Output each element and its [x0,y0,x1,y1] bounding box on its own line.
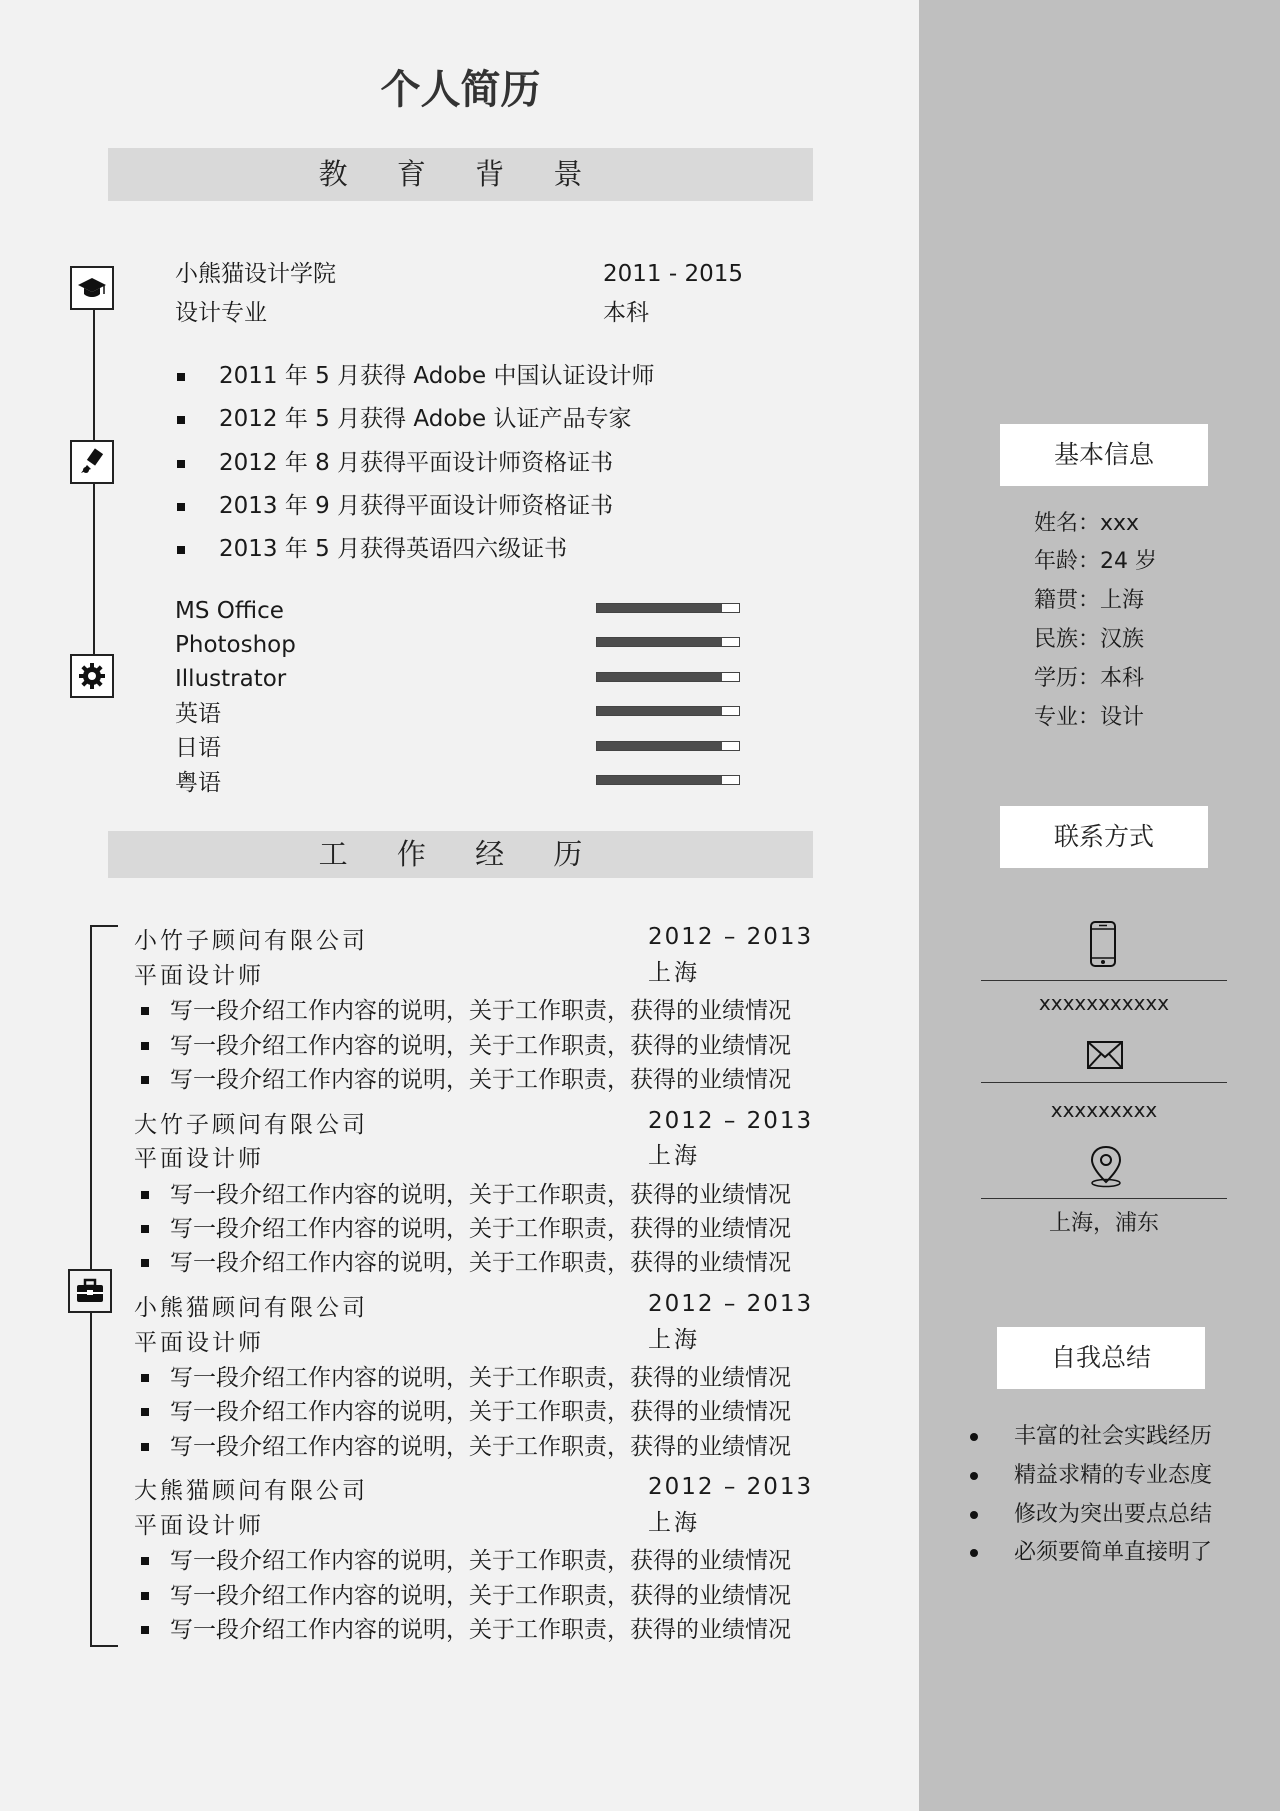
duty-item: 写一段介绍工作内容的说明，关于工作职责，获得的业绩情况 [170,998,791,1024]
summary-item: 丰富的社会实践经历 [1014,1424,1213,1449]
summary-bullet [970,1549,978,1557]
award-item: 2012 年 5 月获得 Adobe 认证产品专家 [219,406,632,432]
gear-icon [70,654,114,698]
duty-bullet [141,1007,149,1015]
skill-bar [596,775,740,785]
skill-bar-fill [597,776,722,784]
briefcase-icon [68,1269,112,1313]
phone-value: xxxxxxxxxxx [1038,991,1170,1015]
job-title: 平面设计师 [134,1513,264,1539]
skill-bar [596,637,740,647]
duty-bullet [141,1408,149,1416]
job-title: 平面设计师 [134,1330,264,1356]
duty-bullet [141,1225,149,1233]
duty-bullet [141,1592,149,1600]
certificate-icon [70,440,114,484]
school-name: 小熊猫设计学院 [175,261,336,287]
duty-bullet [141,1259,149,1267]
award-bullet [177,546,185,554]
summary-bullet [970,1511,978,1519]
location-pin-icon [1088,1144,1124,1192]
skill-bar [596,603,740,613]
duty-item: 写一段介绍工作内容的说明，关于工作职责，获得的业绩情况 [170,1548,791,1574]
award-bullet [177,416,185,424]
phone-icon [1088,920,1118,972]
skill-name: MS Office [175,598,284,624]
duty-item: 写一段介绍工作内容的说明，关于工作职责，获得的业绩情况 [170,1365,791,1391]
address-value: 上海，浦东 [1048,1211,1159,1236]
basic-info-item: 学历：本科 [1034,666,1145,691]
skill-bar [596,706,740,716]
summary-item: 精益求精的专业态度 [1014,1463,1213,1488]
work-heading: 工 作 经 历 [108,831,813,878]
summary-item: 修改为突出要点总结 [1014,1502,1213,1527]
email-icon [1086,1040,1124,1074]
job-years: 2012 – 2013 [648,1291,814,1317]
duty-item: 写一段介绍工作内容的说明，关于工作职责，获得的业绩情况 [170,1434,791,1460]
school-years: 2011 - 2015 [603,261,743,287]
duty-bullet [141,1076,149,1084]
duty-bullet [141,1042,149,1050]
job-years: 2012 – 2013 [648,924,814,950]
award-item: 2011 年 5 月获得 Adobe 中国认证设计师 [219,363,655,389]
basic-info-heading: 基本信息 [1000,424,1208,486]
duty-item: 写一段介绍工作内容的说明，关于工作职责，获得的业绩情况 [170,1617,791,1643]
award-item: 2013 年 9 月获得平面设计师资格证书 [219,493,614,519]
skill-name: Photoshop [175,632,296,658]
basic-info-item: 年龄：24 岁 [1034,549,1157,574]
degree: 本科 [603,300,649,326]
skill-bar-fill [597,604,722,612]
award-item: 2013 年 5 月获得英语四六级证书 [219,536,568,562]
basic-info-item: 民族：汉族 [1034,627,1145,652]
job-company: 大竹子顾问有限公司 [134,1112,368,1138]
job-company: 大熊猫顾问有限公司 [134,1478,368,1504]
job-company: 小竹子顾问有限公司 [134,928,368,954]
job-title: 平面设计师 [134,963,264,989]
work-timeline-bottom-cap [90,1645,118,1647]
duty-item: 写一段介绍工作内容的说明，关于工作职责，获得的业绩情况 [170,1067,791,1093]
job-city: 上海 [648,960,700,986]
duty-item: 写一段介绍工作内容的说明，关于工作职责，获得的业绩情况 [170,1033,791,1059]
skill-name: 日语 [175,735,221,761]
job-title: 平面设计师 [134,1146,264,1172]
job-years: 2012 – 2013 [648,1108,814,1134]
job-years: 2012 – 2013 [648,1474,814,1500]
duty-item: 写一段介绍工作内容的说明，关于工作职责，获得的业绩情况 [170,1250,791,1276]
summary-item: 必须要简单直接明了 [1014,1540,1213,1565]
skill-name: 英语 [175,701,221,727]
duty-item: 写一段介绍工作内容的说明，关于工作职责，获得的业绩情况 [170,1216,791,1242]
page-title: 个人简历 [380,67,541,113]
duty-item: 写一段介绍工作内容的说明，关于工作职责，获得的业绩情况 [170,1182,791,1208]
award-bullet [177,503,185,511]
contact-heading: 联系方式 [1000,806,1208,868]
skill-bar-fill [597,638,722,646]
job-city: 上海 [648,1510,700,1536]
skill-bar [596,741,740,751]
skill-bar-fill [597,673,722,681]
basic-info-item: 籍贯：上海 [1034,588,1145,613]
award-item: 2012 年 8 月获得平面设计师资格证书 [219,450,614,476]
duty-item: 写一段介绍工作内容的说明，关于工作职责，获得的业绩情况 [170,1583,791,1609]
skill-name: Illustrator [175,666,287,692]
summary-heading: 自我总结 [997,1327,1205,1389]
award-bullet [177,373,185,381]
email-value: xxxxxxxxx [1050,1098,1158,1122]
job-city: 上海 [648,1327,700,1353]
job-company: 小熊猫顾问有限公司 [134,1295,368,1321]
skill-name: 粤语 [175,770,221,796]
contact-divider [981,980,1227,981]
contact-divider [981,1082,1227,1083]
skill-bar [596,672,740,682]
education-heading: 教 育 背 景 [108,148,813,201]
duty-bullet [141,1374,149,1382]
award-bullet [177,460,185,468]
basic-info-item: 姓名：xxx [1034,511,1140,536]
skill-bar-fill [597,707,722,715]
work-timeline-top-cap [90,925,118,927]
summary-bullet [970,1433,978,1441]
skill-bar-fill [597,742,722,750]
basic-info-item: 专业：设计 [1034,705,1145,730]
duty-bullet [141,1626,149,1634]
duty-item: 写一段介绍工作内容的说明，关于工作职责，获得的业绩情况 [170,1399,791,1425]
graduation-cap-icon [70,266,114,310]
summary-bullet [970,1472,978,1480]
duty-bullet [141,1191,149,1199]
major: 设计专业 [175,300,267,326]
job-city: 上海 [648,1143,700,1169]
duty-bullet [141,1443,149,1451]
duty-bullet [141,1557,149,1565]
contact-divider [981,1198,1227,1199]
